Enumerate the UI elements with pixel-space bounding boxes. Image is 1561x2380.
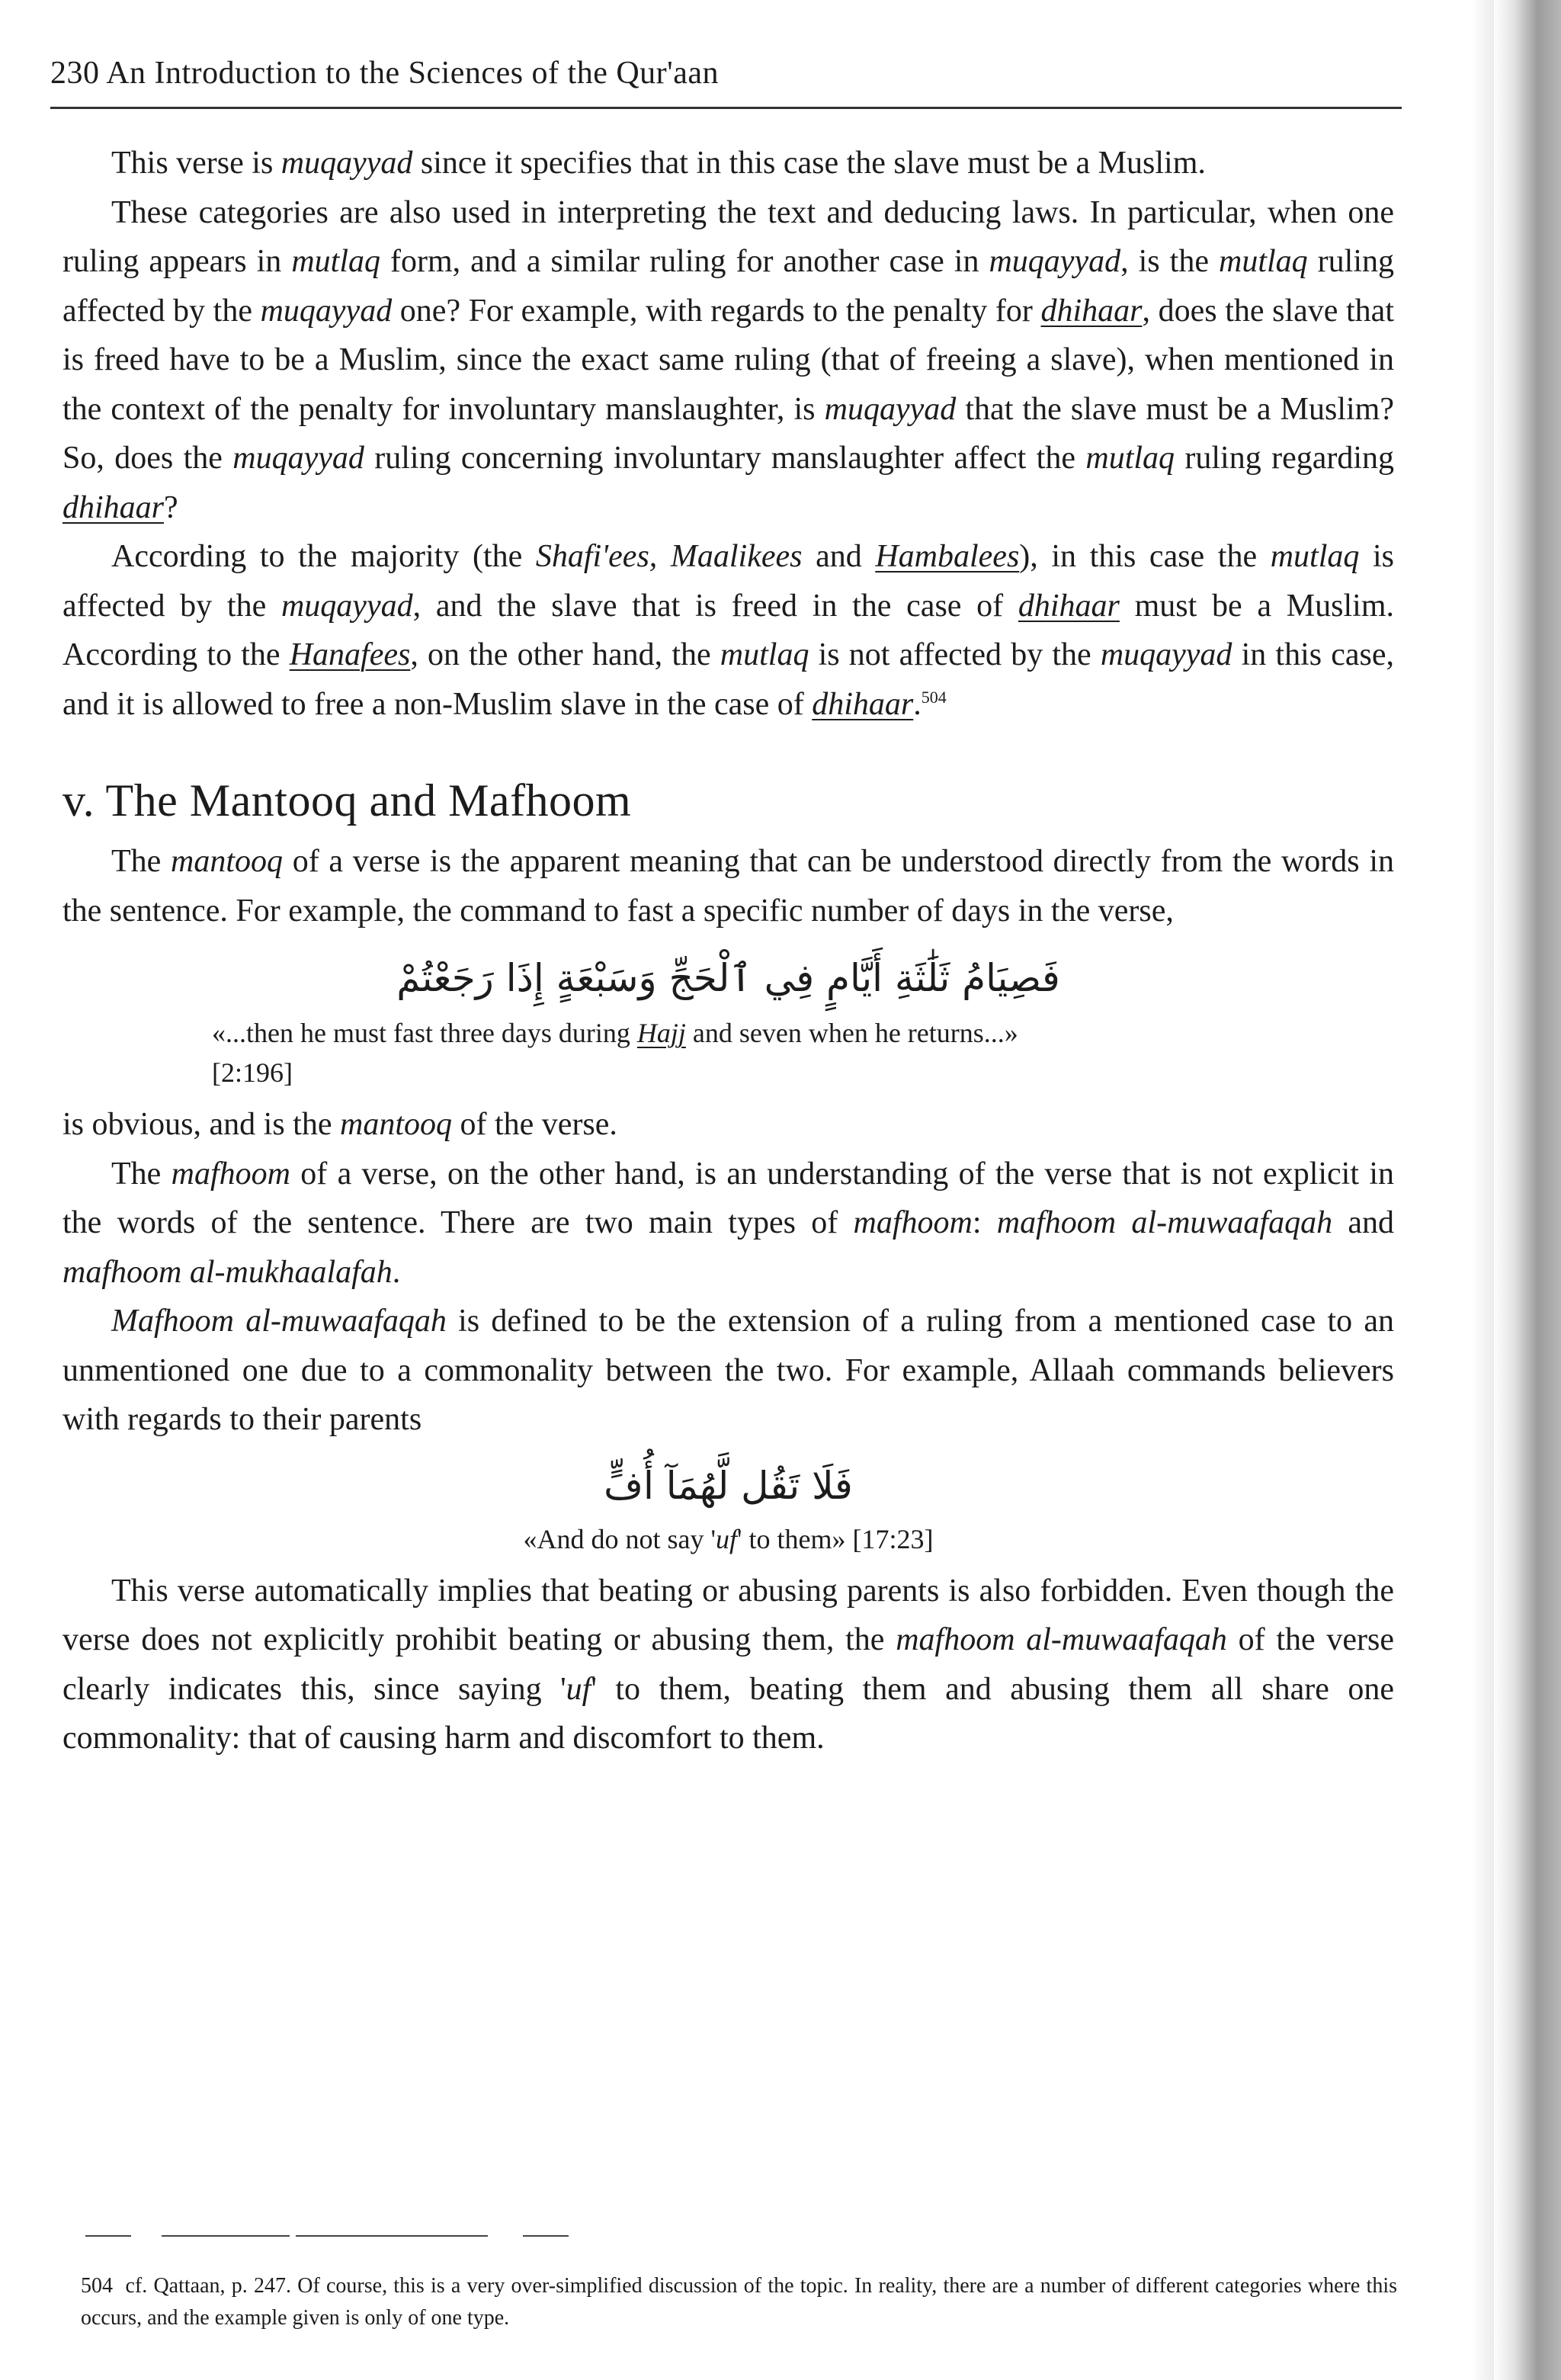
footnote (81, 2270, 1397, 2334)
running-header (50, 55, 1402, 91)
arabic-verse-1: فَصِيَامُ ثَلَٰثَةِ أَيَّامٍ فِي ٱلْحَجِّ وَسَبْعَةٍ إِذَا رَجَعْتُمْ (396, 956, 1060, 1000)
book-title: An Introduction to the Sciences of the Qur'aan (106, 56, 720, 91)
verse-1-translation: «...then he must fast three days during Hajj and seven when he returns...» [2:196] (212, 1018, 1018, 1088)
paragraph-8: This verse automatically implies that beating or abusing parents is also forbidden. Even though the verse does not explicitly prohibit beating or abusing them, the mafhoom al-muwaafaqah of the verse clearly indicates this, since saying 'uf' to them, beating them and abusing them all share one commonality: that of causing harm and discomfort to them. (63, 1573, 1395, 1756)
header-rule (50, 107, 1402, 109)
footnote-number: 504 (81, 2274, 113, 2298)
arabic-verse-2: فَلَا تَقُل لَّهُمَآ أُفٍّ (604, 1463, 853, 1508)
paragraph-6: The mafhoom of a verse, on the other hand, is an understanding of the verse that is not explicit in the words of the sentence. There are two main types of mafhoom: mafhoom al-muwaafaqah and mafhoom al-mukhaalafah. (63, 1156, 1395, 1290)
paragraph-2: These categories are also used in interpreting the text and deducing laws. In particular, when one ruling appears in mutlaq form, and a similar ruling for another case in muqayyad, is the mutlaq ruling affected by the muqayyad one? For example, with regards to the penalty for dhihaar, does the slave that is freed have to be a Muslim, since the exact same ruling (that of freeing a slave), when mentioned in the context of the penalty for involuntary manslaughter, is muqayyad that the slave must be a Muslim? So, does the muqayyad ruling concerning involuntary manslaughter affect the mutlaq ruling regarding dhihaar? (63, 194, 1395, 525)
page-gutter-shadow (1471, 0, 1494, 2380)
footnote-marker: 504 (921, 687, 947, 707)
book-spine-edge (1494, 0, 1561, 2380)
main-text (63, 139, 1394, 1763)
footnote-separator (85, 2235, 573, 2237)
paragraph-5: is obvious, and is the mantooq of the verse. (63, 1107, 617, 1142)
verse-2-translation: «And do not say 'uf' to them» [17:23] (523, 1523, 934, 1554)
paragraph-1: This verse is muqayyad since it specifies that in this case the slave must be a Muslim. (111, 146, 1206, 181)
paragraph-7: Mafhoom al-muwaafaqah is defined to be the extension of a ruling from a mentioned case to an unmentioned one due to a commonality between the two. For example, Allaah commands believers with regards to their parents (63, 1304, 1394, 1437)
paragraph-3: According to the majority (the Shafi'ees, Maalikees and Hambalees), in this case the mutlaq is affected by the muqayyad, and the slave that is freed in the case of dhihaar must be a Muslim. According to the Hanafees, on the other hand, the mutlaq is not affected by the muqayyad in this case, and it is allowed to free a non-Muslim slave in the case of dhihaar.$^{504}$ (63, 539, 1395, 722)
paragraph-4: The mantooq of a verse is the apparent meaning that can be understood directly from the words in the sentence. For example, the command to fast a specific number of days in the verse, (63, 844, 1395, 929)
verse-1-reference: [2:196] (212, 1057, 293, 1088)
page-number: 230 (50, 56, 100, 91)
section-heading: v. The Mantooq and Mafhoom (63, 775, 632, 826)
footnote-text: cf. Qattaan, p. 247. Of course, this is a very over-simplified discussion of the topic. In reality, there are a number of different categories where this occurs, and the example given is only of one type. (81, 2274, 1397, 2330)
